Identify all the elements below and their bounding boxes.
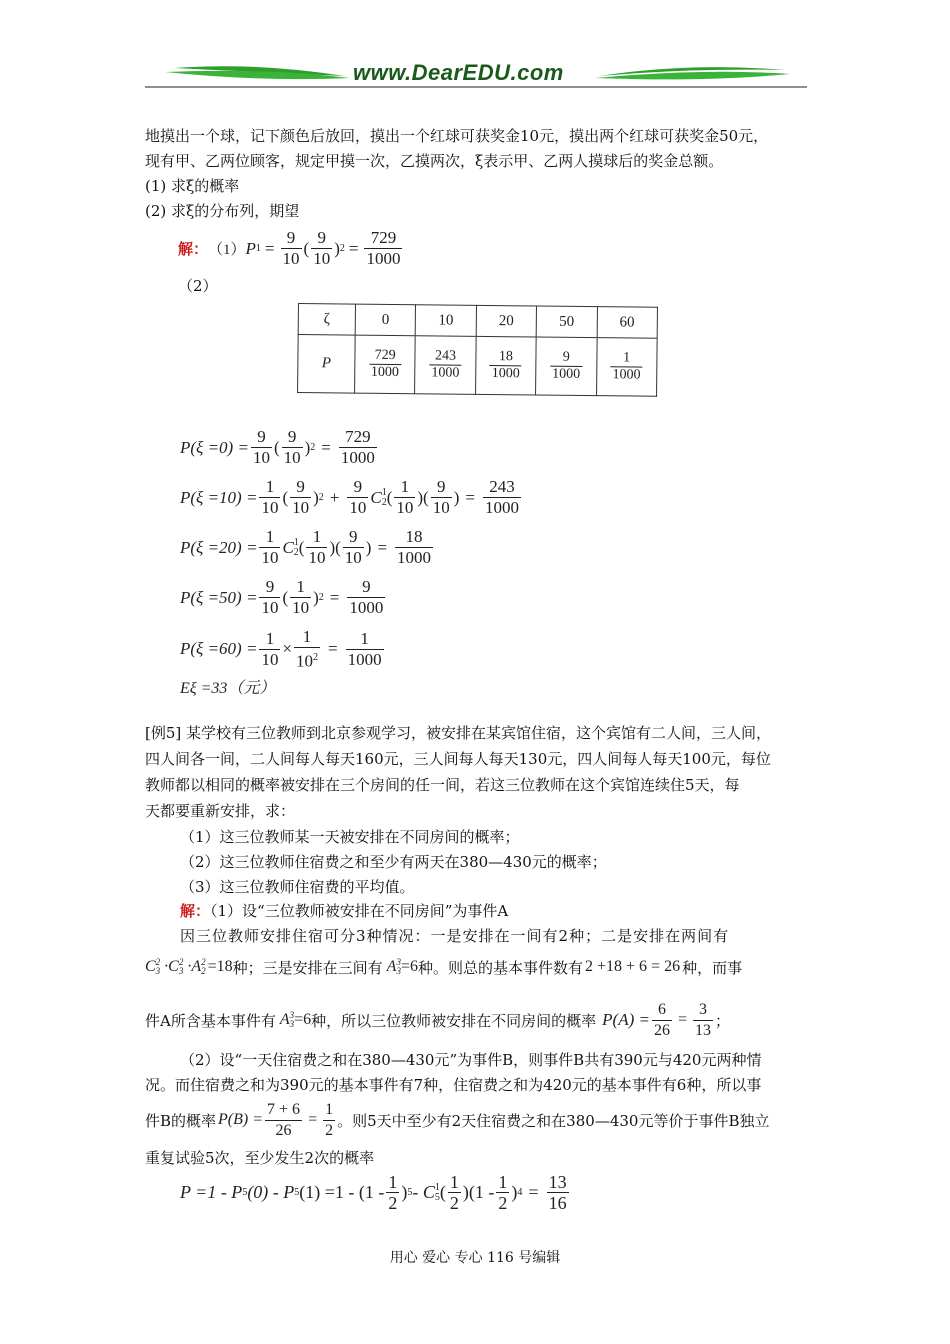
- frac-den: 10: [308, 548, 326, 567]
- frac-den: 10: [349, 498, 367, 517]
- frac-num: 9: [282, 427, 303, 448]
- sol5-text: 件B的概率: [145, 1111, 217, 1130]
- eq-value: =6: [400, 958, 418, 975]
- times: ×: [282, 639, 293, 659]
- power: 5: [407, 1187, 413, 1198]
- frac-den: 10: [344, 548, 362, 567]
- table-prob: [415, 336, 476, 395]
- punct: ；: [715, 1011, 731, 1030]
- frac-num: 729: [369, 348, 401, 365]
- frac-den: 10: [296, 651, 314, 671]
- pa-lhs: P(A) =: [602, 1010, 650, 1029]
- frac-den: 10: [261, 498, 279, 517]
- frac-den: 26: [653, 1021, 670, 1039]
- frac-num: 3: [693, 1000, 713, 1021]
- combo-expr-1: C 2 3 ·C 2 3 ·A 2 2: [145, 957, 206, 977]
- frac-den: 10: [282, 249, 300, 268]
- frac-num: 9: [251, 427, 272, 448]
- example5-line-1: [例5] 某学校有三位教师到北京参观学习，被安排在某宾馆住宿，这个宾馆有二人间，三人间，: [145, 724, 772, 742]
- frac-num: 1: [294, 627, 320, 648]
- combo-sup: 1: [434, 1181, 440, 1193]
- intro-line-2: 现有甲、乙两位顾客，规定甲摸一次，乙摸两次，ξ表示甲、乙两人摸球后的奖金总额。: [145, 152, 724, 170]
- eq-lhs: P(ξ =60) =: [180, 639, 258, 659]
- a33-expr: A 3 3: [279, 1010, 295, 1030]
- power: 2: [318, 492, 324, 503]
- sol5-text: 种，所以三位教师被安排在不同房间的概率: [311, 1011, 597, 1030]
- frac-num: 729: [339, 427, 377, 448]
- frac-den: 1000: [340, 448, 375, 467]
- frac-den: 1000: [612, 367, 641, 383]
- sol5-line-2: 因三位教师安排住宿可分3种情况：一是安排在一间有2种；二是安排在两间有: [180, 927, 730, 945]
- frac-num: 9: [347, 477, 368, 498]
- table-prob: [536, 337, 597, 396]
- combo-sub: 5: [434, 1191, 440, 1203]
- power: 2: [310, 442, 316, 453]
- frac-num: 13: [548, 1172, 567, 1192]
- sol5-text: 。则5天中至少有2天住宿费之和在380—430元等价于事件B独立: [337, 1111, 770, 1130]
- example5-question-3: （3）这三位教师住宿费的平均值。: [180, 878, 415, 896]
- final-minus: - C: [412, 1182, 435, 1202]
- sum-expr: 2 +18 + 6 = 26: [585, 958, 681, 975]
- frac-num: 1: [346, 629, 384, 650]
- power: 2: [339, 243, 345, 254]
- frac-den: 1000: [349, 598, 384, 617]
- frac-num: 1: [306, 527, 327, 548]
- frac-den: 16: [548, 1193, 567, 1213]
- frac-num: 1: [290, 577, 311, 598]
- table-prob: [596, 338, 657, 397]
- final-mid2: (1) =1 - (1 -: [299, 1182, 385, 1202]
- combo-sub: 2: [293, 546, 299, 558]
- eq-value: =6: [294, 1011, 312, 1028]
- frac-num: 243: [483, 477, 521, 498]
- frac-den: 1000: [347, 649, 382, 669]
- sol5-line-7: 件B的概率 P(B) = $\frac{7 + 6}{26}$ = $\frac{1}{2}$ 。则5天中至少有2天住宿费之和在380—430元等价于事件B独立: [145, 1100, 770, 1139]
- frac-num: 1: [449, 1172, 459, 1192]
- power: 2: [318, 592, 324, 603]
- combo-sup: 1: [381, 486, 387, 498]
- frac-den: 10: [292, 498, 310, 517]
- frac-num: 1: [394, 477, 415, 498]
- table-value: 20: [476, 305, 537, 337]
- frac-den: 1000: [552, 366, 581, 382]
- example5-line-3: 教师都以相同的概率被安排在三个房间的任一间，若这三位教师在这个宾馆连续住5天，每: [145, 776, 740, 794]
- frac-num: 6: [652, 1000, 672, 1021]
- sub: 5: [294, 1187, 300, 1198]
- example5-line-2: 四人间各一间，二人间每人每天160元，三人间每人每天130元，四人间每人每天100元，每位: [145, 750, 771, 768]
- frac-den: 10: [261, 598, 279, 617]
- pb-lhs: P(B) =: [218, 1111, 264, 1128]
- frac-den: 1000: [397, 548, 432, 567]
- power: 2: [313, 652, 319, 663]
- final-lhs: P =1 - P: [180, 1182, 243, 1202]
- table-header-p: P: [298, 335, 356, 394]
- frac-den: 1000: [431, 365, 460, 381]
- power: 4: [517, 1187, 523, 1198]
- question-1: (1) 求ξ的概率: [145, 177, 240, 195]
- frac-den: 1000: [491, 366, 520, 382]
- frac-den: 2: [498, 1193, 508, 1213]
- table-value: 10: [416, 305, 477, 337]
- a33-expr: A 3 3: [386, 957, 401, 977]
- page-footer: 用心 爱心 专心 116 号编辑: [389, 1250, 561, 1266]
- distribution-table: [297, 303, 658, 415]
- sol5-part-1: [180, 901, 508, 921]
- sol5-text: 件A所含基本事件有: [145, 1011, 276, 1030]
- final-equation: P =1 - P 5 (0) - P 5 (1) =1 - (1 - $\frac{1}{2}$ ) 5 - C 1 5 ( $\frac{1}{2}$ )(1 - $\frac{1}{2}$ ) 4 = $\frac{13}{16}$: [180, 1172, 567, 1213]
- frac-den: 13: [695, 1021, 712, 1039]
- header-logo: [145, 58, 807, 92]
- eq-value: =18: [207, 958, 233, 975]
- frac-num: 729: [364, 228, 402, 249]
- frac-den: 2: [388, 1193, 398, 1213]
- final-mid: (0) - P: [247, 1182, 295, 1202]
- frac-num: 1: [498, 1172, 508, 1192]
- frac-num: 1: [388, 1172, 398, 1192]
- frac-num: 1: [323, 1100, 335, 1121]
- equation-xi-10: P(ξ =10) = $\frac{1}{10}$ ( $\frac{9}{10}$ ) 2 + $\frac{9}{10}$ C 1 2 ( $\frac{1}{10}$ )( $\frac{9}{10}$ ) = $\frac{243}{1000}$: [180, 477, 519, 517]
- table-value: 0: [355, 304, 416, 336]
- solution-label: 解：: [180, 902, 211, 920]
- table-header-zeta: ζ: [298, 304, 355, 336]
- frac-num: 18: [395, 527, 433, 548]
- frac-num: 243: [429, 348, 461, 365]
- frac-den: 10: [313, 249, 331, 268]
- frac-num: 9: [431, 477, 452, 498]
- example5-line-4: 天都要重新安排，求：: [145, 802, 296, 820]
- frac-num: 9: [311, 228, 332, 249]
- frac-num: 1: [259, 477, 280, 498]
- frac-den: 1000: [484, 498, 519, 517]
- frac-den: 10: [283, 448, 301, 467]
- combo-c: C: [282, 537, 294, 557]
- combo-c: C: [370, 487, 382, 507]
- frac-num: 1: [259, 527, 280, 548]
- frac-num: 9: [550, 350, 582, 367]
- example5-question-2: （2）这三位教师住宿费之和至少有两天在380—430元的概率；: [180, 853, 607, 871]
- frac-num: 9: [290, 477, 311, 498]
- frac-den: 10: [432, 498, 450, 517]
- frac-den: 2: [449, 1193, 459, 1213]
- frac-den: 10: [261, 649, 279, 669]
- frac-num: 18: [490, 349, 522, 366]
- sub: 5: [242, 1187, 248, 1198]
- sol5-line-6: 况。而住宿费之和为390元的基本事件有7种，住宿费之和为420元的基本事件有6种，所以事: [145, 1076, 762, 1094]
- part-1-label: （1）: [208, 242, 246, 258]
- expectation: Eξ =33（元）: [180, 680, 276, 697]
- combo-sup: 1: [293, 536, 299, 548]
- frac-den: 2: [325, 1121, 334, 1139]
- frac-num: 1: [259, 629, 280, 650]
- table-prob: [475, 336, 536, 395]
- eq-lhs: P(ξ =10) =: [180, 487, 258, 507]
- intro-line-1: 地摸出一个球，记下颜色后放回，摸出一个红球可获奖金10元，摸出两个红球可获奖金50元，: [145, 127, 769, 145]
- equation-xi-60: P(ξ =60) = $\frac{1}{10}$ × $\frac{1}{10^2}$ = $\frac{1}{1000}$: [180, 627, 382, 671]
- frac-num: 9: [259, 577, 280, 598]
- part-2-label: （2）: [178, 277, 218, 295]
- logo-text: www.DearEDU.com: [353, 60, 564, 85]
- table-value: 50: [536, 306, 597, 338]
- sol5-line-3: [145, 950, 742, 984]
- frac-num: 9: [281, 228, 302, 249]
- example5-question-1: （1）这三位教师某一天被安排在不同房间的概率；: [180, 828, 520, 846]
- frac-den: 10: [292, 598, 310, 617]
- table-value: 60: [597, 307, 658, 339]
- frac-num: 9: [347, 577, 385, 598]
- equation-xi-20: P(ξ =20) = $\frac{1}{10}$ C 1 2 ( $\frac{1}{10}$ )( $\frac{9}{10}$ ) = $\frac{18}{1000}$: [180, 527, 432, 567]
- frac-den: 26: [275, 1121, 292, 1139]
- question-2: (2) 求ξ的分布列，期望: [145, 202, 300, 220]
- sol5-line-8: 重复试验5次，至少发生2次的概率: [145, 1149, 375, 1167]
- sol5-text: 种。则总的基本事件数有: [417, 958, 583, 977]
- frac-den: 10: [252, 448, 270, 467]
- frac-num: 9: [343, 527, 364, 548]
- combo-sub: 2: [381, 496, 387, 508]
- sol5-text: 种，而事: [682, 958, 743, 977]
- frac-den: 1000: [370, 364, 400, 381]
- eq-lhs: P(ξ =20) =: [180, 537, 258, 557]
- frac-den: 1000: [366, 249, 401, 268]
- sol5-line-4: 件A所含基本事件有 A 3 3 =6 种，所以三位教师被安排在不同房间的概率 P(A) = $\frac{6}{26}$ = $\frac{3}{13}$ ；: [145, 1000, 731, 1039]
- sol5-line-5: （2）设“一天住宿费之和在380—430元”为事件B，则事件B共有390元与420元两种情: [180, 1051, 762, 1069]
- equation-xi-0: P(ξ =0) = $\frac{9}{10}$ ( $\frac{9}{10}$ ) 2 = $\frac{729}{1000}$: [180, 427, 375, 467]
- frac-num: 1: [611, 350, 643, 367]
- eq-lhs: P(ξ =50) =: [180, 587, 258, 607]
- equation-xi-50: P(ξ =50) = $\frac{9}{10}$ ( $\frac{1}{10}$ ) 2 = $\frac{9}{1000}$: [180, 577, 384, 617]
- sol5-text: （1）设“三位教师被安排在不同房间”为事件A: [210, 902, 509, 920]
- plus: +: [329, 487, 340, 507]
- solution-part-1: 解： （1） P 1 = $\frac{9}{10}$ ( $\frac{9}{10}$ ) 2 = $\frac{729}{1000}$: [178, 228, 401, 268]
- solution-label: 解：: [178, 240, 209, 258]
- frac-num: 7 + 6: [265, 1100, 302, 1121]
- frac-den: 10: [261, 548, 279, 567]
- frac-den: 10: [396, 498, 414, 517]
- table-prob: [355, 335, 416, 394]
- sol5-text: 种；三是安排在三间有: [232, 958, 383, 977]
- eq-lhs: P(ξ =0) =: [180, 437, 249, 457]
- p1-sub: 1: [255, 243, 261, 254]
- p1-symbol: P: [245, 238, 256, 258]
